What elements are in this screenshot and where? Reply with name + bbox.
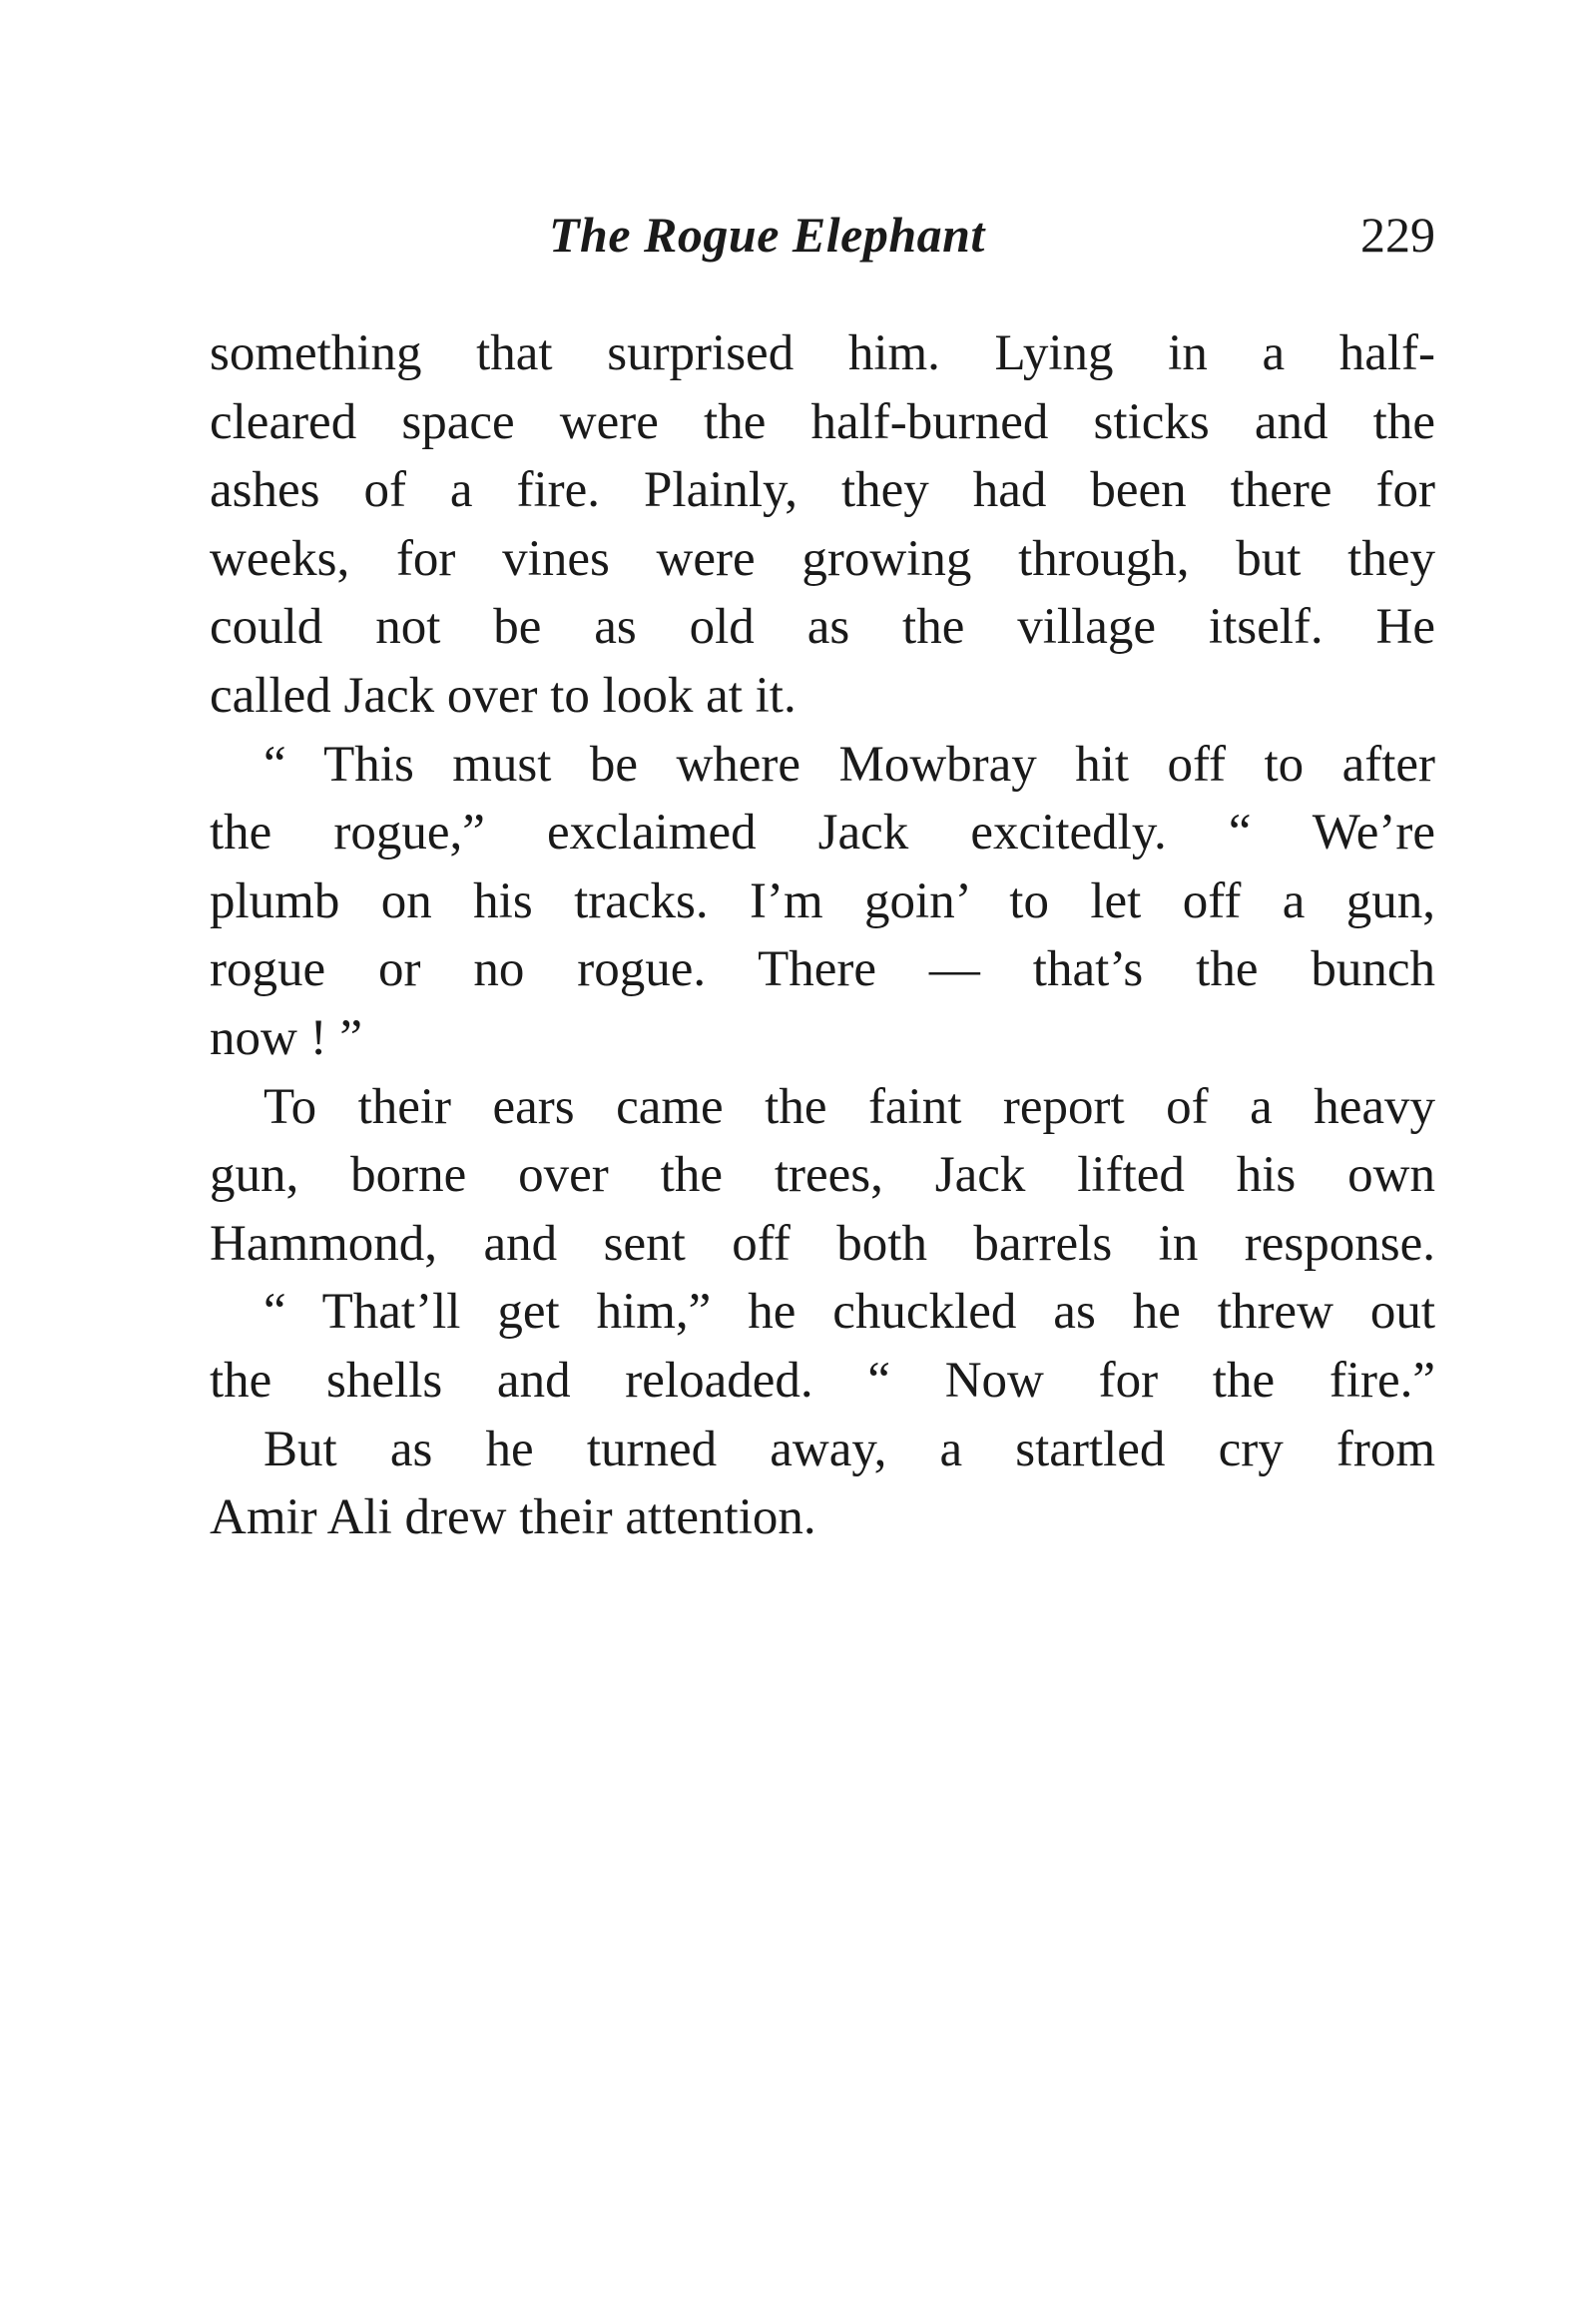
text-line: now ! ” (210, 1009, 362, 1066)
text-line: “ This must be where Mowbray hit off to after (264, 736, 1435, 793)
text-line: cleared space were the half-burned sticks and the (210, 393, 1435, 450)
text-line: plumb on his tracks. I’m goin’ to let off a gun, (210, 872, 1435, 929)
page-number: 229 (1360, 207, 1435, 263)
text-line: called Jack over to look at it. (210, 667, 797, 724)
text-line: could not be as old as the village itself. He (210, 599, 1435, 656)
running-head (210, 200, 1435, 270)
text-line: ashes of a fire. Plainly, they had been there for (210, 462, 1435, 519)
text-line: But as he turned away, a startled cry from (264, 1421, 1435, 1477)
text-line: Amir Ali drew their attention. (210, 1489, 816, 1546)
text-line: gun, borne over the trees, Jack lifted his own (210, 1147, 1435, 1204)
text-line: rogue or no rogue. There — that’s the bunch (210, 941, 1435, 998)
text-line: something that surprised him. Lying in a half- (210, 325, 1435, 381)
text-line: the shells and reloaded. “ Now for the fire.” (210, 1352, 1435, 1409)
text-line: the rogue,” exclaimed Jack excitedly. “ We’re (210, 805, 1435, 862)
text-line: weeks, for vines were growing through, but they (210, 530, 1435, 587)
text-line: Hammond, and sent off both barrels in response. (210, 1215, 1435, 1272)
text-line: “ That’ll get him,” he chuckled as he threw out (264, 1284, 1435, 1341)
text-line: To their ears came the faint report of a heavy (264, 1078, 1435, 1135)
running-title: The Rogue Elephant (549, 207, 985, 263)
body-text (210, 319, 1435, 1552)
